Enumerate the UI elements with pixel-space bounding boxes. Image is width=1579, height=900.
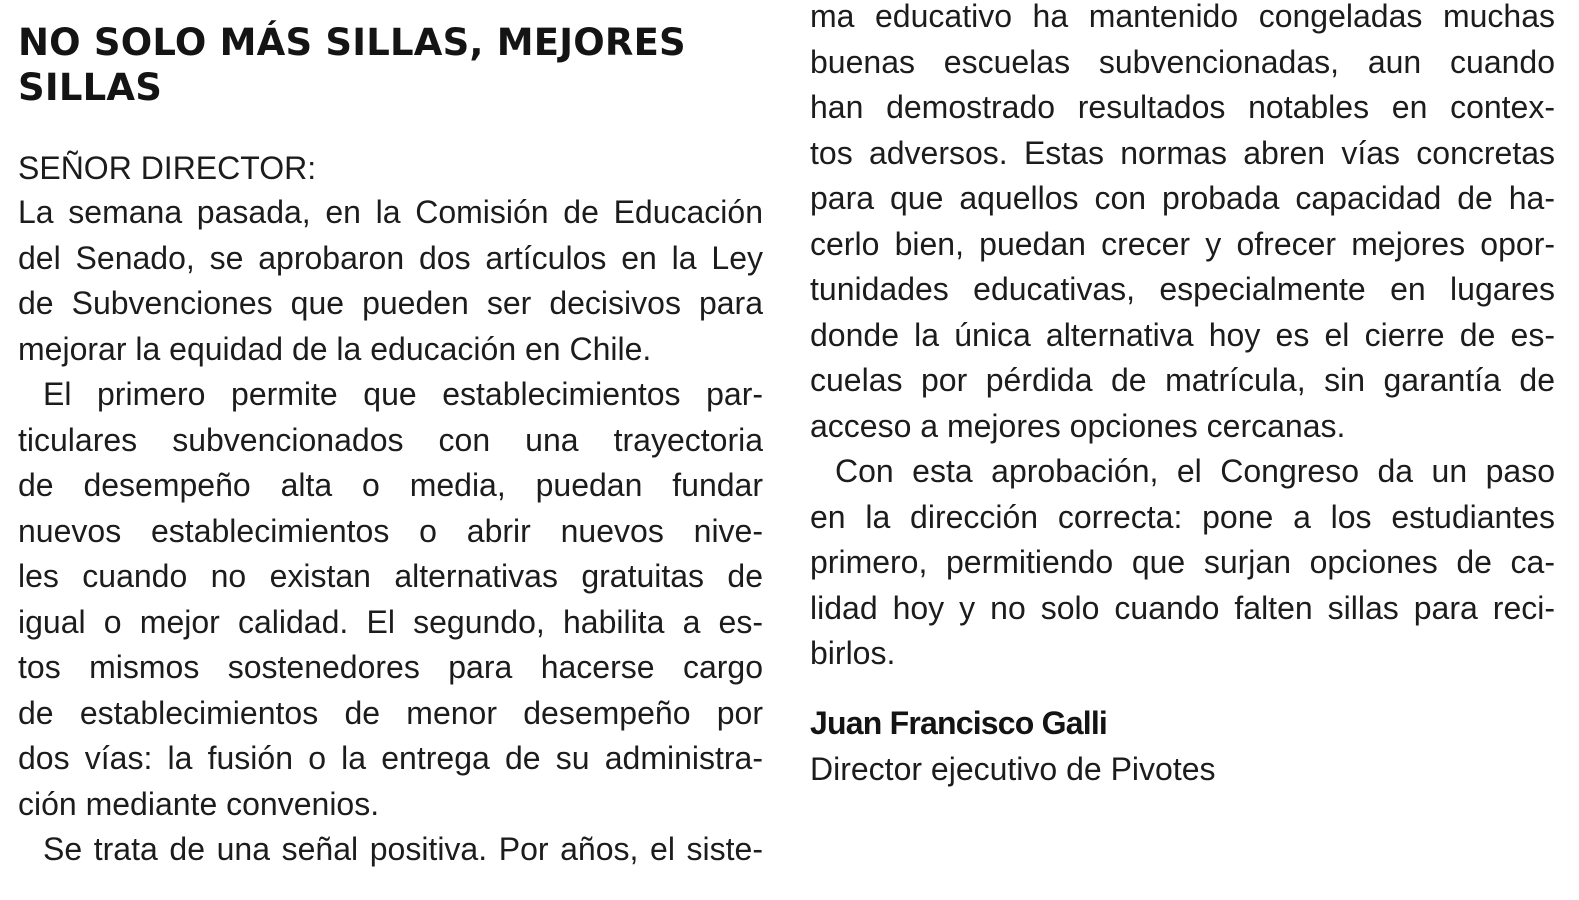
- body-line: tos mismos sostenedores para hacerse cargo: [18, 649, 763, 685]
- body-line: tunidades educativas, especialmente en lugares: [810, 271, 1555, 307]
- body-line: Se trata de una señal positiva. Por años, el siste-: [43, 831, 763, 867]
- author-role: Director ejecutivo de Pivotes: [810, 751, 1216, 787]
- headline: [18, 20, 763, 110]
- body-line: dos vías: la fusión o la entrega de su administra-: [18, 740, 763, 776]
- body-line: para que aquellos con probada capacidad de ha-: [810, 180, 1555, 216]
- body-line: tos adversos. Estas normas abren vías concretas: [810, 134, 1555, 171]
- body-line: de establecimientos de menor desempeño por: [18, 694, 763, 731]
- signature: [810, 700, 1555, 792]
- body-line: donde la única alternativa hoy es el cierre de es-: [810, 316, 1555, 353]
- body-line: ción mediante convenios.: [18, 785, 380, 822]
- body-line: han demostrado resultados notables en contex-: [810, 89, 1555, 125]
- body-line: nuevos establecimientos o abrir nuevos nive-: [18, 512, 763, 549]
- body-line: acceso a mejores opciones cercanas.: [810, 407, 1346, 444]
- body-line: ma educativo ha mantenido congeladas muchas: [810, 0, 1555, 34]
- body-line: El primero permite que establecimientos par-: [43, 376, 763, 412]
- body-line: en la dirección correcta: pone a los estudiantes: [810, 498, 1555, 535]
- right-column-body: [810, 0, 1555, 677]
- body-line: de Subvenciones que pueden ser decisivos para: [18, 285, 763, 321]
- body-line: de desempeño alta o media, puedan fundar: [18, 467, 763, 503]
- author-name: Juan Francisco Galli: [810, 705, 1108, 741]
- body-line: igual o mejor calidad. El segundo, habilita a es-: [18, 603, 763, 640]
- headline-line-1: NO SOLO MÁS SILLAS, MEJORES: [18, 21, 686, 64]
- body-line: del Senado, se aprobaron dos artículos en la Ley: [18, 239, 763, 276]
- body-line: lidad hoy y no solo cuando falten sillas para reci-: [810, 589, 1555, 626]
- body-line: birlos.: [810, 635, 896, 671]
- left-column-body: [18, 190, 763, 873]
- headline-line-2: SILLAS: [18, 66, 163, 109]
- body-line: Con esta aprobación, el Congreso da un paso: [835, 453, 1555, 489]
- body-line: primero, permitiendo que surjan opciones de ca-: [810, 544, 1555, 580]
- body-line: cuelas por pérdida de matrícula, sin garantía de: [810, 362, 1555, 398]
- body-line: buenas escuelas subvencionadas, aun cuando: [810, 43, 1555, 80]
- body-line: mejorar la equidad de la educación en Chile.: [18, 330, 652, 367]
- body-line: ticulares subvencionados con una trayectoria: [18, 421, 763, 458]
- body-line: La semana pasada, en la Comisión de Educación: [18, 194, 763, 230]
- body-line: les cuando no existan alternativas gratuitas de: [18, 558, 763, 594]
- body-line: cerlo bien, puedan crecer y ofrecer mejores opor-: [810, 225, 1555, 262]
- salutation: SEÑOR DIRECTOR:: [18, 150, 317, 186]
